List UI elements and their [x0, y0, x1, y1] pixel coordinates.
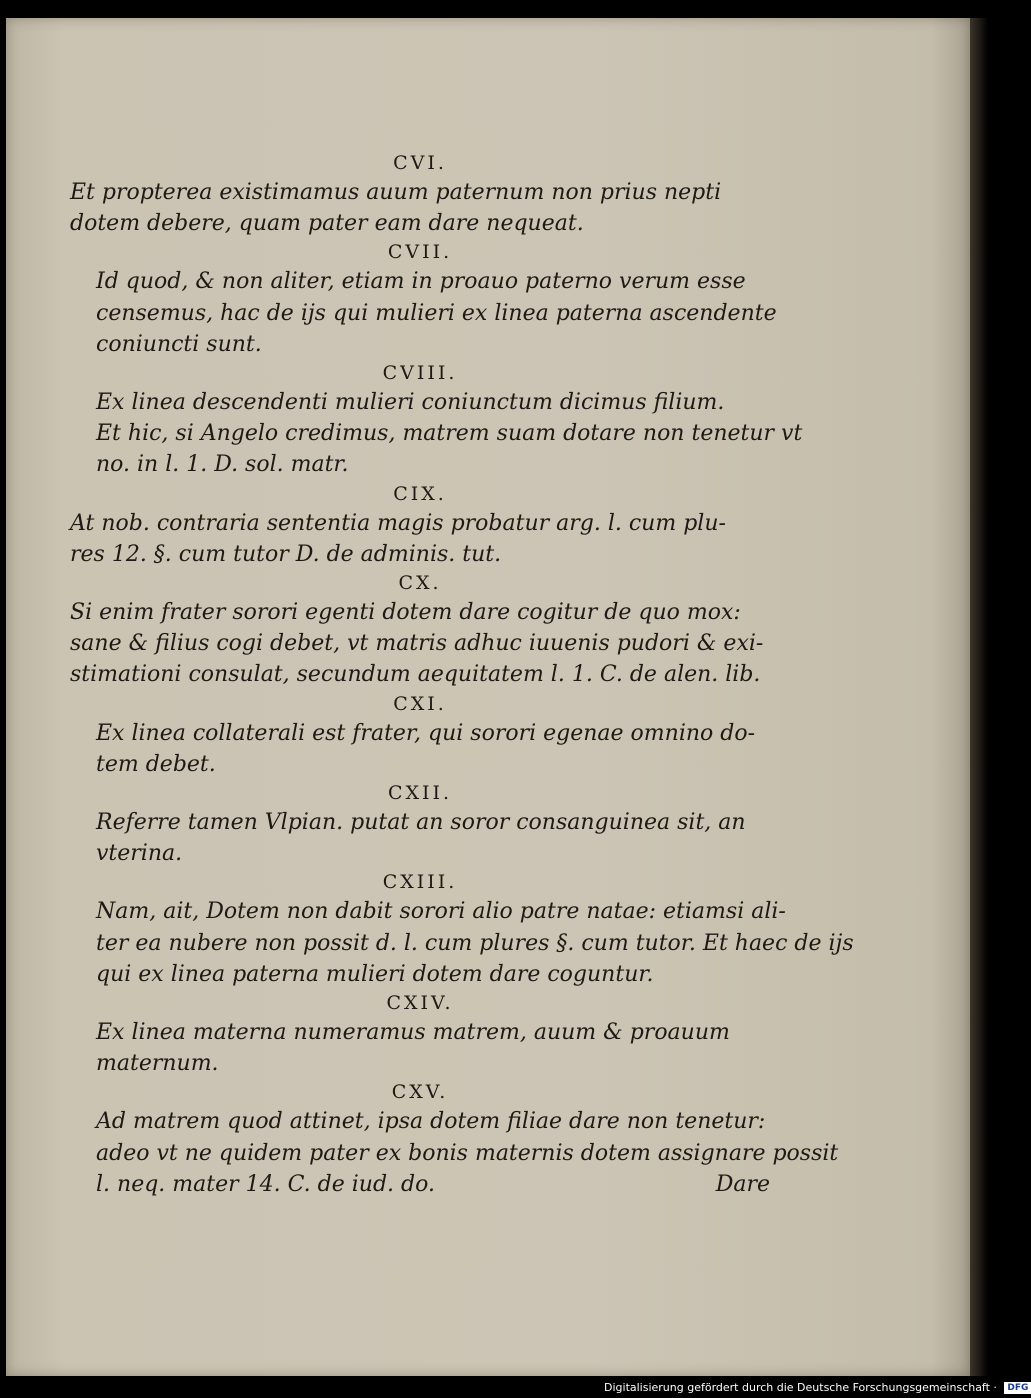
- text-line: Si enim frater sorori egenti dotem dare cogitur de quo mox:: [70, 600, 741, 626]
- section-heading: CIX.: [393, 482, 447, 505]
- section-paragraph: [70, 508, 770, 570]
- text-line: Et hic, si Angelo credimus, matrem suam dotare non tenetur vt: [96, 421, 803, 447]
- digitization-credit: [604, 1380, 1029, 1396]
- section-paragraph: [70, 387, 803, 481]
- page-text: [70, 150, 854, 1201]
- text-line: At nob. contraria sententia magis probatur arg. l. cum plu-: [70, 510, 726, 536]
- book-page: [6, 18, 970, 1376]
- section-heading: CVIII.: [382, 362, 458, 385]
- text-line: stimationi consulat, secundum aequitatem l. 1. C. de alen. lib.: [70, 662, 761, 688]
- section-paragraph: [70, 597, 770, 691]
- text-line: Id quod, & non aliter, etiam in proauo paterno verum esse: [96, 269, 746, 295]
- catchword: Dare: [715, 1172, 770, 1198]
- text-line: Ex linea collaterali est frater, qui sorori egenae omnino do-: [96, 720, 756, 746]
- text-line: ter ea nubere non possit d. l. cum plures §. cum tutor. Et haec de ijs: [96, 930, 854, 956]
- section-paragraph: [70, 896, 854, 990]
- text-line: tem debet.: [96, 751, 216, 777]
- text-line: Ex linea materna numeramus matrem, auum & proauum: [96, 1020, 730, 1046]
- text-line: Ex linea descendenti mulieri coniunctum dicimus filium.: [96, 390, 725, 416]
- credit-text: Digitalisierung gefördert durch die Deutsche Forschungsgemeinschaft ·: [604, 1381, 997, 1394]
- text-line: adeo vt ne quidem pater ex bonis maternis dotem assignare possit: [96, 1140, 839, 1166]
- text-line: no. in l. 1. D. sol. matr.: [96, 452, 349, 478]
- text-line: dotem debere, quam pater eam dare nequeat.: [70, 211, 584, 237]
- text-line: l. neq. mater 14. C. de iud. do.: [96, 1171, 435, 1197]
- section-heading: CX.: [398, 572, 442, 595]
- section-paragraph: [70, 718, 770, 780]
- text-line: qui ex linea paterna mulieri dotem dare coguntur.: [96, 961, 654, 987]
- text-line: maternum.: [96, 1051, 219, 1077]
- book-spine-edge: [970, 18, 988, 1376]
- section-paragraph: [70, 177, 770, 239]
- text-line: sane & filius cogi debet, vt matris adhuc iuuenis pudori & exi-: [70, 631, 764, 657]
- section-heading: CXI.: [393, 692, 447, 715]
- text-line: Et propterea existimamus auum paternum non prius nepti: [70, 180, 722, 205]
- text-line: coniuncti sunt.: [96, 331, 262, 357]
- text-line: res 12. §. cum tutor D. de adminis. tut.: [70, 541, 502, 567]
- text-line: Ad matrem quod attinet, ipsa dotem filiae dare non tenetur:: [96, 1109, 766, 1135]
- section-heading: CXIV.: [386, 992, 454, 1015]
- text-line: censemus, hac de ijs qui mulieri ex linea paterna ascendente: [96, 300, 777, 326]
- section-heading: CXII.: [387, 782, 453, 805]
- dfg-logo: DFG: [1004, 1382, 1031, 1394]
- section-paragraph: [70, 266, 777, 360]
- section-heading: CVII.: [387, 241, 453, 264]
- section-heading: CXV.: [391, 1081, 449, 1104]
- text-line: vterina.: [96, 841, 183, 867]
- text-line: Nam, ait, Dotem non dabit sorori alio patre natae: etiamsi ali-: [96, 899, 786, 925]
- section-heading: CVI.: [393, 152, 447, 174]
- text-line: Referre tamen Vlpian. putat an soror consanguinea sit, an: [96, 810, 746, 836]
- catchword-row: [70, 1169, 770, 1201]
- section-paragraph: [70, 807, 770, 869]
- section-heading: CXIII.: [382, 871, 458, 894]
- section-paragraph: [70, 1017, 770, 1079]
